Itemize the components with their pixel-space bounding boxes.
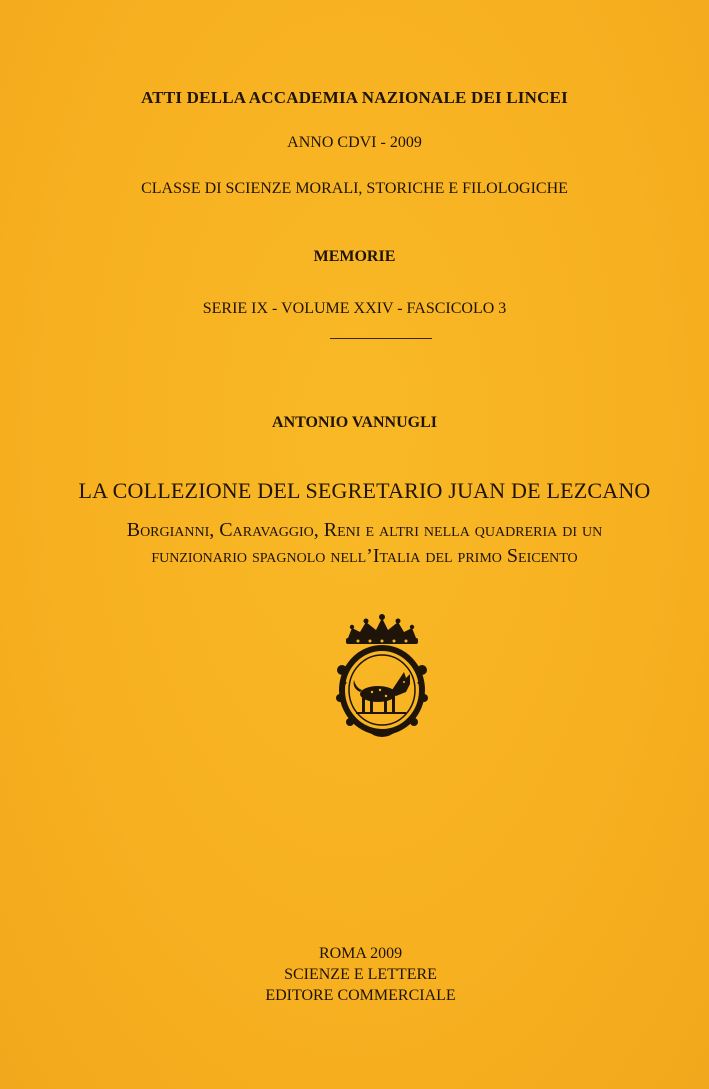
author-name: ANTONIO VANNUGLI bbox=[272, 414, 437, 431]
series-title: ATTI DELLA ACCADEMIA NAZIONALE DEI LINCEI bbox=[141, 88, 568, 107]
book-title: LA COLLEZIONE DEL SEGRETARIO JUAN DE LEZCANO bbox=[78, 478, 651, 503]
lynx-crest-icon bbox=[326, 612, 438, 742]
publisher-place-year: ROMA 2009 bbox=[318, 945, 403, 962]
publisher-imprint: EDITORE COMMERCIALE bbox=[265, 987, 456, 1004]
series-year: ANNO CDVI - 2009 bbox=[287, 134, 422, 151]
book-subtitle-line-2: funzionario spagnolo nell’Italia del primo Seicento bbox=[151, 545, 578, 567]
series-volume: SERIE IX - VOLUME XXIV - FASCICOLO 3 bbox=[202, 300, 507, 317]
section-label: MEMORIE bbox=[313, 248, 396, 265]
book-subtitle-line-1: Borgianni, Caravaggio, Reni e altri nella quadreria di un bbox=[126, 519, 603, 541]
series-class: CLASSE DI SCIENZE MORALI, STORICHE E FILOLOGICHE bbox=[141, 180, 568, 197]
divider-rule bbox=[330, 338, 432, 339]
publisher-name: SCIENZE E LETTERE bbox=[284, 966, 437, 983]
